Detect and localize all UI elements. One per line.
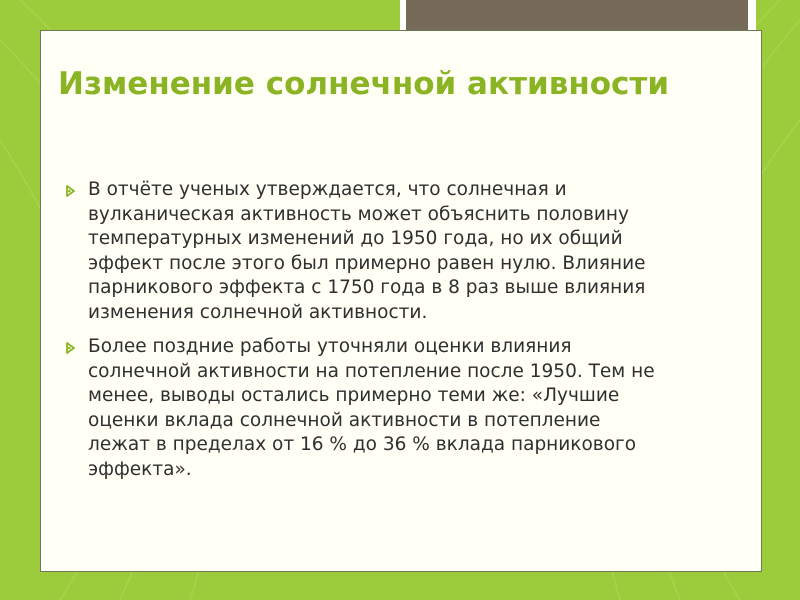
bullet-icon (64, 185, 76, 197)
bullet-list (64, 178, 664, 492)
slide-title: Изменение солнечной активности (58, 66, 670, 102)
bullet-icon (64, 342, 76, 354)
bullet-item (64, 335, 664, 482)
bullet-item (64, 178, 664, 325)
bullet-text: Более поздние работы уточняли оценки влияния солнечной активности на потепление после 1950. Тем не менее, выводы остались примерно теми же: «Лучшие оценки вклада солнечной активности в потепление лежат в пределах от 16 % до 36 % вклада парникового эффекта». (88, 336, 655, 480)
bullet-text: В отчёте ученых утверждается, что солнечная и вулканическая активность может объяснить половину температурных изменений до 1950 года, но их общий эффект после этого был примерно равен нулю. Влияние парникового эффекта с 1750 года в 8 раз выше влияния изменения солнечной активности. (88, 179, 646, 323)
